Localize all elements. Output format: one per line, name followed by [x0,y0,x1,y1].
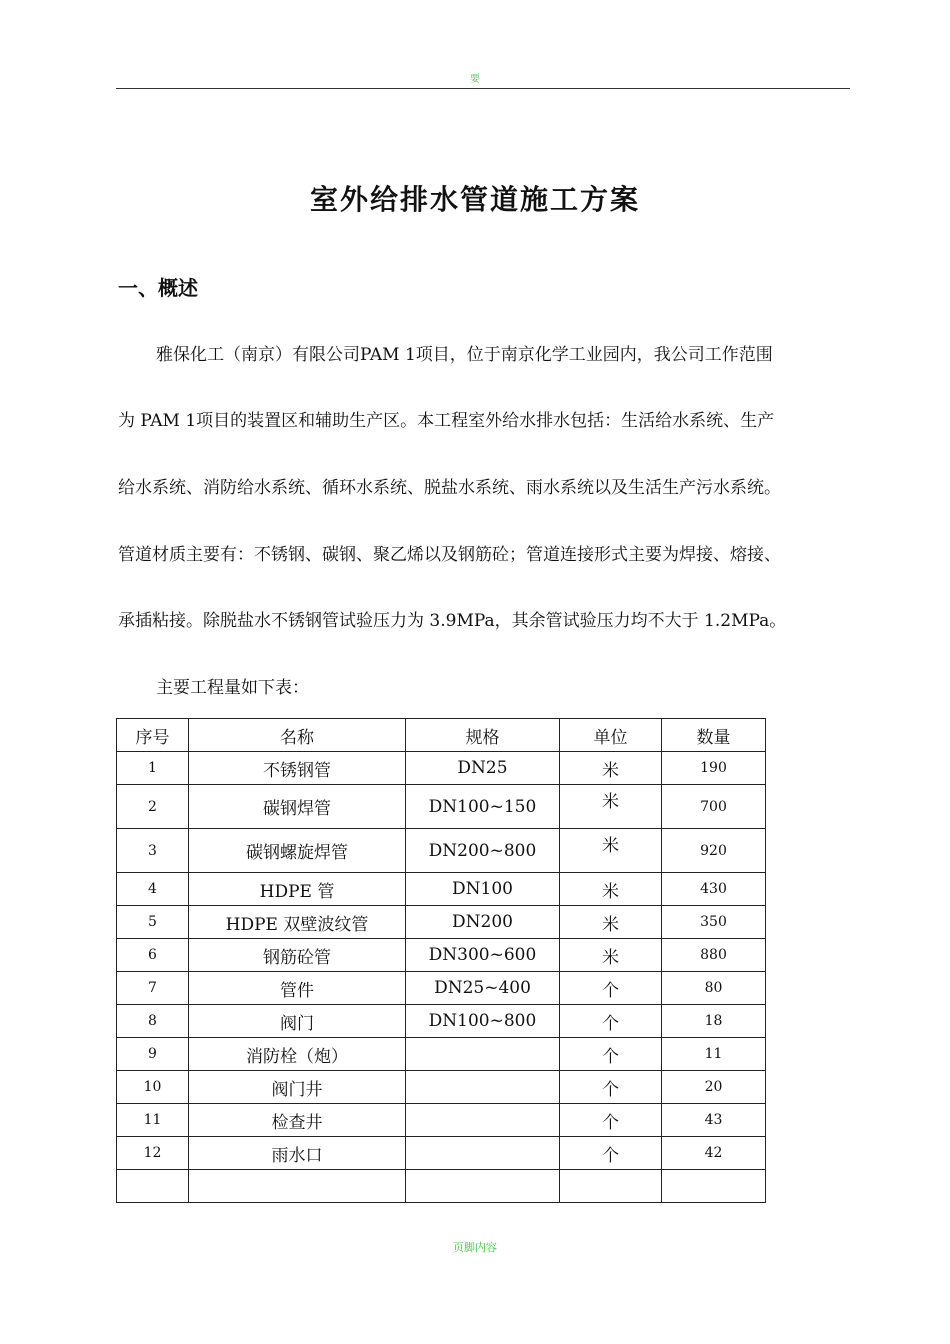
cell-name: 碳钢螺旋焊管 [189,829,406,873]
cell-index: 9 [117,1038,189,1071]
cell-quantity: 11 [662,1038,766,1071]
cell-name: 阀门井 [189,1071,406,1104]
cell-unit: 个 [560,1137,662,1170]
cell-name: 钢筋砼管 [189,939,406,972]
cell-spec: DN25~400 [406,972,560,1005]
cell-quantity: 42 [662,1137,766,1170]
cell-spec [406,1071,560,1104]
header-unit: 单位 [560,719,662,752]
cell-unit: 个 [560,1071,662,1104]
cell-quantity: 43 [662,1104,766,1137]
cell-quantity: 430 [662,873,766,906]
cell-spec: DN25 [406,752,560,785]
cell-name: 管件 [189,972,406,1005]
cell-index: 12 [117,1137,189,1170]
table-row [117,785,766,829]
cell-name: 碳钢焊管 [189,785,406,829]
cell-spec: DN100~150 [406,785,560,829]
cell-quantity [662,1170,766,1203]
table-row [117,972,766,1005]
cell-index: 3 [117,829,189,873]
table-row [117,906,766,939]
table-intro: 主要工程量如下表： [156,678,309,698]
cell-unit: 米 [560,752,662,785]
cell-unit: 米 [560,785,662,829]
table-header-row [117,719,766,752]
footer-mark: 页脚内容 [453,1241,497,1254]
table-row [117,1104,766,1137]
cell-spec [406,1137,560,1170]
cell-name: 雨水口 [189,1137,406,1170]
table-row [117,1137,766,1170]
table-row [117,873,766,906]
cell-unit: 米 [560,829,662,873]
table-row [117,752,766,785]
cell-name: HDPE 双壁波纹管 [189,906,406,939]
cell-name: HDPE 管 [189,873,406,906]
cell-unit: 个 [560,972,662,1005]
paragraph-line-3: 给水系统、消防给水系统、循环水系统、脱盐水系统、雨水系统以及生活生产污水系统。 [118,478,781,498]
cell-index: 1 [117,752,189,785]
cell-unit [560,1170,662,1203]
header-quantity: 数量 [662,719,766,752]
cell-spec [406,1104,560,1137]
cell-index: 4 [117,873,189,906]
table-row [117,829,766,873]
cell-quantity: 20 [662,1071,766,1104]
cell-quantity: 350 [662,906,766,939]
cell-index: 5 [117,906,189,939]
quantity-table [116,718,766,1203]
cell-name: 检查井 [189,1104,406,1137]
paragraph-line-2: 为 PAM 1项目的装置区和辅助生产区。本工程室外给水排水包括：生活给水系统、生产 [118,411,775,431]
table-row [117,1071,766,1104]
cell-name: 不锈钢管 [189,752,406,785]
cell-quantity: 18 [662,1005,766,1038]
cell-quantity: 700 [662,785,766,829]
cell-spec: DN100 [406,873,560,906]
table-row [117,1038,766,1071]
cell-spec: DN100~800 [406,1005,560,1038]
table-row-empty [117,1170,766,1203]
table-row [117,1005,766,1038]
cell-spec: DN200~800 [406,829,560,873]
document-title: 室外给排水管道施工方案 [309,183,640,216]
cell-spec: DN200 [406,906,560,939]
cell-index: 7 [117,972,189,1005]
cell-spec: DN300~600 [406,939,560,972]
section-heading: 一、概述 [118,276,198,300]
table-row [117,939,766,972]
header-rule [116,88,850,89]
cell-unit: 个 [560,1005,662,1038]
header-name: 名称 [189,719,406,752]
paragraph-line-5: 承插粘接。除脱盐水不锈钢管试验压力为 3.9MPa，其余管试验压力均不大于 1.2MPa。 [118,611,787,631]
cell-index: 2 [117,785,189,829]
cell-spec [406,1170,560,1203]
cell-quantity: 80 [662,972,766,1005]
header-mark: 要 [470,74,480,85]
cell-name: 阀门 [189,1005,406,1038]
cell-index: 6 [117,939,189,972]
cell-unit: 米 [560,906,662,939]
cell-unit: 米 [560,939,662,972]
cell-quantity: 920 [662,829,766,873]
cell-unit: 米 [560,873,662,906]
cell-index: 10 [117,1071,189,1104]
header-spec: 规格 [406,719,560,752]
cell-spec [406,1038,560,1071]
cell-quantity: 190 [662,752,766,785]
cell-unit: 个 [560,1038,662,1071]
cell-index: 11 [117,1104,189,1137]
header-index: 序号 [117,719,189,752]
cell-unit: 个 [560,1104,662,1137]
paragraph-line-4: 管道材质主要有：不锈钢、碳钢、聚乙烯以及钢筋砼；管道连接形式主要为焊接、熔接、 [118,545,781,565]
cell-name: 消防栓（炮） [189,1038,406,1071]
paragraph-line-1: 雅保化工（南京）有限公司PAM 1项目，位于南京化学工业园内，我公司工作范围 [156,345,773,365]
cell-name [189,1170,406,1203]
cell-index [117,1170,189,1203]
cell-index: 8 [117,1005,189,1038]
cell-quantity: 880 [662,939,766,972]
